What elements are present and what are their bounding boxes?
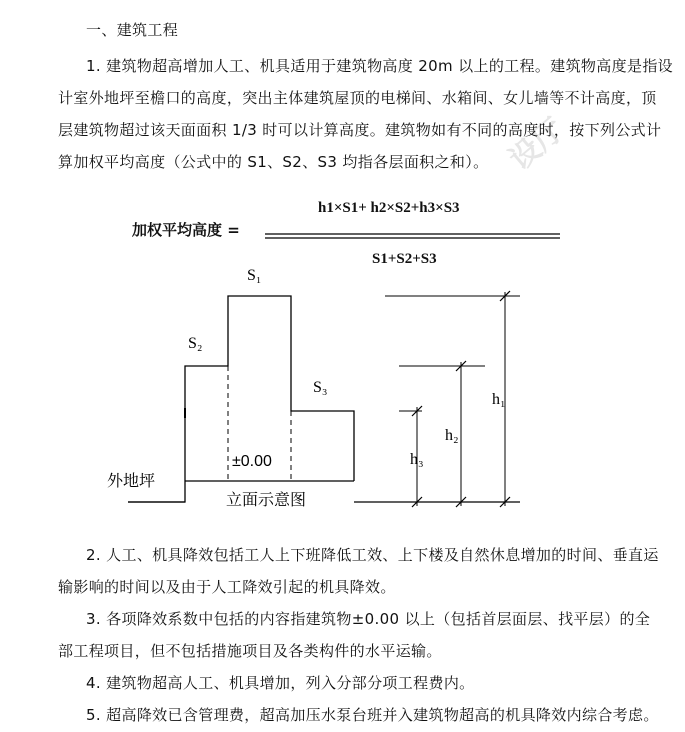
label-s1: S₁: [247, 267, 262, 284]
formula-label: 加权平均高度 =: [132, 221, 240, 239]
para1-line2: 计室外地坪至檐口的高度，突出主体建筑屋顶的电梯间、水箱间、女儿墙等不计高度，顶: [58, 89, 657, 107]
section-title: 一、建筑工程: [86, 21, 179, 39]
para3-line1: 3. 各项降效系数中包括的内容指建筑物±0.00 以上（包括首层面层、找平层）的全: [86, 610, 651, 628]
para2-line2: 输影响的时间以及由于人工降效引起的机具降效。: [58, 578, 396, 596]
label-ground: 外地坪: [107, 471, 156, 490]
para2-line1: 2. 人工、机具降效包括工人上下班降低工效、上下楼及自然休息增加的时间、垂直运: [86, 546, 659, 564]
para3-line2: 部工程项目，但不包括措施项目及各类构件的水平运输。: [58, 642, 442, 660]
para5: 5. 超高降效已含管理费，超高加压水泵台班并入建筑物超高的机具降效内综合考虑。: [86, 706, 659, 724]
building-outline: [128, 296, 354, 502]
para1-line1: 1. 建筑物超高增加人工、机具适用于建筑物高度 20m 以上的工程。建筑物高度是指设: [86, 57, 674, 75]
watermark-text: 设厅: [503, 111, 572, 178]
formula-denominator: S1+S2+S3: [372, 251, 437, 267]
label-s2: S₂: [188, 335, 203, 352]
para4: 4. 建筑物超高人工、机具增加，列入分部分项工程费内。: [86, 674, 475, 692]
label-h3: h₃: [410, 451, 424, 468]
label-s3: S₃: [313, 379, 328, 396]
para1-line3: 层建筑物超过该天面面积 1/3 时可以计算高度。建筑物如有不同的高度时，按下列公式计: [58, 121, 662, 139]
formula-numerator: h1×S1+ h2×S2+h3×S3: [318, 200, 460, 216]
diagram-caption: 立面示意图: [226, 490, 307, 509]
label-h2: h₂: [445, 427, 459, 444]
label-h1: h₁: [492, 391, 506, 408]
label-zero-level: ±0.00: [232, 453, 272, 470]
para1-line4: 算加权平均高度（公式中的 S1、S2、S3 均指各层面积之和）。: [58, 153, 489, 171]
